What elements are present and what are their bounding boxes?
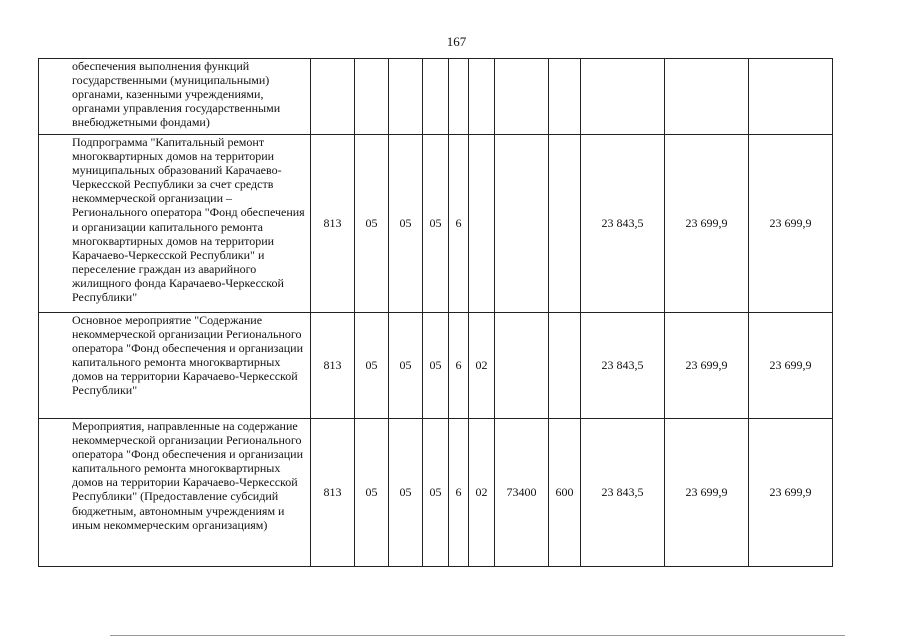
table-row — [39, 419, 833, 567]
ministry-code: 813 — [311, 313, 355, 419]
expense-type-code — [549, 313, 581, 419]
amount-year-1: 23 843,5 — [581, 135, 665, 313]
subprogram-code: 6 — [449, 313, 469, 419]
direction-code — [495, 135, 549, 313]
amount-year-1: 23 843,5 — [581, 313, 665, 419]
subprogram-code: 6 — [449, 419, 469, 567]
subsection-code: 05 — [389, 313, 423, 419]
direction-code — [495, 313, 549, 419]
activity-code — [469, 59, 495, 135]
amount-year-3: 23 699,9 — [749, 419, 833, 567]
subprogram-code: 6 — [449, 135, 469, 313]
subprogram-code — [449, 59, 469, 135]
amount-year-3: 23 699,9 — [749, 313, 833, 419]
page-number: 167 — [446, 34, 467, 49]
ministry-code: 813 — [311, 419, 355, 567]
amount-year-3 — [749, 59, 833, 135]
amount-year-2 — [665, 59, 749, 135]
subsection-code — [389, 59, 423, 135]
program-code: 05 — [423, 419, 449, 567]
ministry-code — [311, 59, 355, 135]
amount-year-1: 23 843,5 — [581, 419, 665, 567]
activity-code: 02 — [469, 419, 495, 567]
row-name: обеспечения выполнения функций государственными (муниципальными) органами, казенными учреждениями, органами управления государственными внебюджетными фондами) — [39, 59, 311, 135]
amount-year-3: 23 699,9 — [749, 135, 833, 313]
section-code: 05 — [355, 313, 389, 419]
row-name: Мероприятия, направленные на содержание некоммерческой организации Регионального оператора "Фонд обеспечения и организации капитального ремонта многоквартирных домов на территории Карачаево-Черкесской Республики" (Предоставление субсидий бюджетным, автономным учреждениям и иным некоммерческим организациям) — [39, 419, 311, 567]
subsection-code: 05 — [389, 135, 423, 313]
ministry-code: 813 — [311, 135, 355, 313]
table-row — [39, 135, 833, 313]
amount-year-1 — [581, 59, 665, 135]
direction-code — [495, 59, 549, 135]
activity-code — [469, 135, 495, 313]
table-row — [39, 313, 833, 419]
section-code: 05 — [355, 419, 389, 567]
row-name: Подпрограмма "Капитальный ремонт многоквартирных домов на территории муниципальных образований Карачаево-Черкесской Республики за счет средств некоммерческой организации – Регионального оператора "Фонд обеспечения и организации капитального ремонта многоквартирных домов на территории Карачаево-Черкесской Республики" и переселение граждан из аварийного жилищного фонда Карачаево-Черкесской Республики" — [39, 135, 311, 313]
subsection-code: 05 — [389, 419, 423, 567]
scan-edge-line — [110, 635, 845, 636]
direction-code: 73400 — [495, 419, 549, 567]
activity-code: 02 — [469, 313, 495, 419]
expense-type-code — [549, 135, 581, 313]
table-row — [39, 59, 833, 135]
amount-year-2: 23 699,9 — [665, 313, 749, 419]
section-code: 05 — [355, 135, 389, 313]
expense-type-code — [549, 59, 581, 135]
program-code: 05 — [423, 135, 449, 313]
amount-year-2: 23 699,9 — [665, 419, 749, 567]
section-code — [355, 59, 389, 135]
amount-year-2: 23 699,9 — [665, 135, 749, 313]
program-code: 05 — [423, 313, 449, 419]
budget-table — [38, 58, 833, 567]
row-name: Основное мероприятие "Содержание некоммерческой организации Регионального оператора "Фонд обеспечения и организации капитального ремонта многоквартирных домов на территории Карачаево-Черкесской Республики" — [39, 313, 311, 419]
program-code — [423, 59, 449, 135]
expense-type-code: 600 — [549, 419, 581, 567]
